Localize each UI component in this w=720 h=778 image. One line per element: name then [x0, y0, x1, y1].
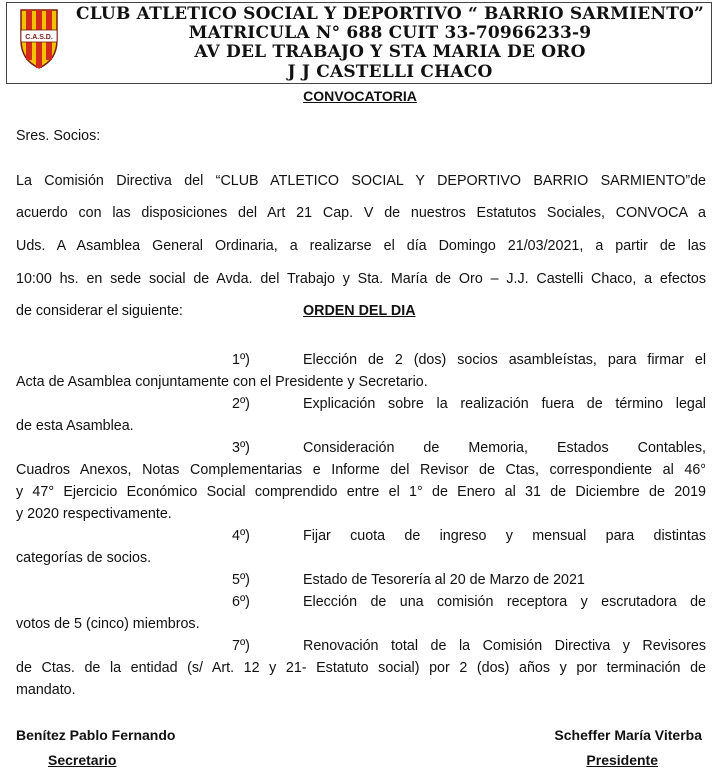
club-crest-logo: [18, 6, 60, 70]
registration-line: MATRICULA N° 688 CUIT 33-70966233-9: [188, 23, 592, 43]
item-text: Explicación sobre la realización fuera de término legal: [303, 396, 706, 412]
item-text: Consideración de Memoria, Estados Contables,: [303, 440, 706, 456]
item-text: de esta Asamblea.: [16, 418, 134, 434]
item-text: categorías de socios.: [16, 550, 152, 566]
secretary-role: Secretario: [48, 752, 117, 768]
item-number: 2º): [232, 396, 250, 412]
intro-line: acuerdo con las disposiciones del Art 21 Cap. V de nuestros Estatutos Sociales, CONVOCA a: [16, 205, 706, 221]
club-name: CLUB ATLETICO SOCIAL Y DEPORTIVO “ BARRIO SARMIENTO”: [75, 4, 705, 24]
orden-del-dia-heading: ORDEN DEL DIA: [303, 303, 416, 319]
item-text: de Ctas. de la entidad (s/ Art. 12 y 21- Estatuto social) por 2 (dos) años y por terminación de: [16, 660, 706, 676]
greeting: Sres. Socios:: [16, 128, 101, 144]
item-text: votos de 5 (cinco) miembros.: [16, 616, 200, 632]
logo-text: C.A.S.D.: [25, 34, 53, 41]
item-text: mandato.: [16, 682, 76, 698]
page-title: CONVOCATORIA: [303, 88, 417, 104]
item-number: 7º): [232, 638, 250, 654]
item-text: Estado de Tesorería al 20 de Marzo de 2021: [303, 572, 585, 588]
secretary-name: Benítez Pablo Fernando: [16, 727, 176, 743]
item-text: y 2020 respectivamente.: [16, 506, 172, 522]
intro-line: Uds. A Asamblea General Ordinaria, a realizarse el día Domingo 21/03/2021, a partir de las: [16, 238, 706, 254]
item-text: Renovación total de la Comisión Directiva y Revisores: [303, 638, 706, 654]
item-text: Elección de una comisión receptora y escrutadora de: [303, 594, 706, 610]
item-number: 4º): [232, 528, 250, 544]
item-text: Cuadros Anexos, Notas Complementarias e Informe del Revisor de Ctas, correspondiente al 46°: [16, 462, 706, 478]
address-line: AV DEL TRABAJO Y STA MARIA DE ORO: [194, 42, 586, 62]
intro-line: La Comisión Directiva del “CLUB ATLETICO SOCIAL Y DEPORTIVO BARRIO SARMIENTO”de: [16, 173, 706, 189]
item-text: Acta de Asamblea conjuntamente con el Presidente y Secretario.: [16, 374, 428, 390]
president-role: Presidente: [586, 752, 658, 768]
intro-line: de considerar el siguiente:: [16, 303, 183, 319]
item-number: 6º): [232, 594, 250, 610]
item-number: 1º): [232, 352, 250, 368]
item-number: 3º): [232, 440, 250, 456]
item-text: y 47° Ejercicio Económico Social comprendido entre el 1° de Enero al 31 de Diciembre de 2019: [16, 484, 706, 500]
city-line: J J CASTELLI CHACO: [287, 62, 493, 82]
item-text: Elección de 2 (dos) socios asambleístas, para firmar el: [303, 352, 706, 368]
item-number: 5º): [232, 572, 250, 588]
president-name: Scheffer María Viterba: [554, 727, 702, 743]
item-text: Fijar cuota de ingreso y mensual para distintas: [303, 528, 706, 544]
intro-line: 10:00 hs. en sede social de Avda. del Trabajo y Sta. María de Oro – J.J. Castelli Chaco, a efectos: [16, 271, 706, 287]
